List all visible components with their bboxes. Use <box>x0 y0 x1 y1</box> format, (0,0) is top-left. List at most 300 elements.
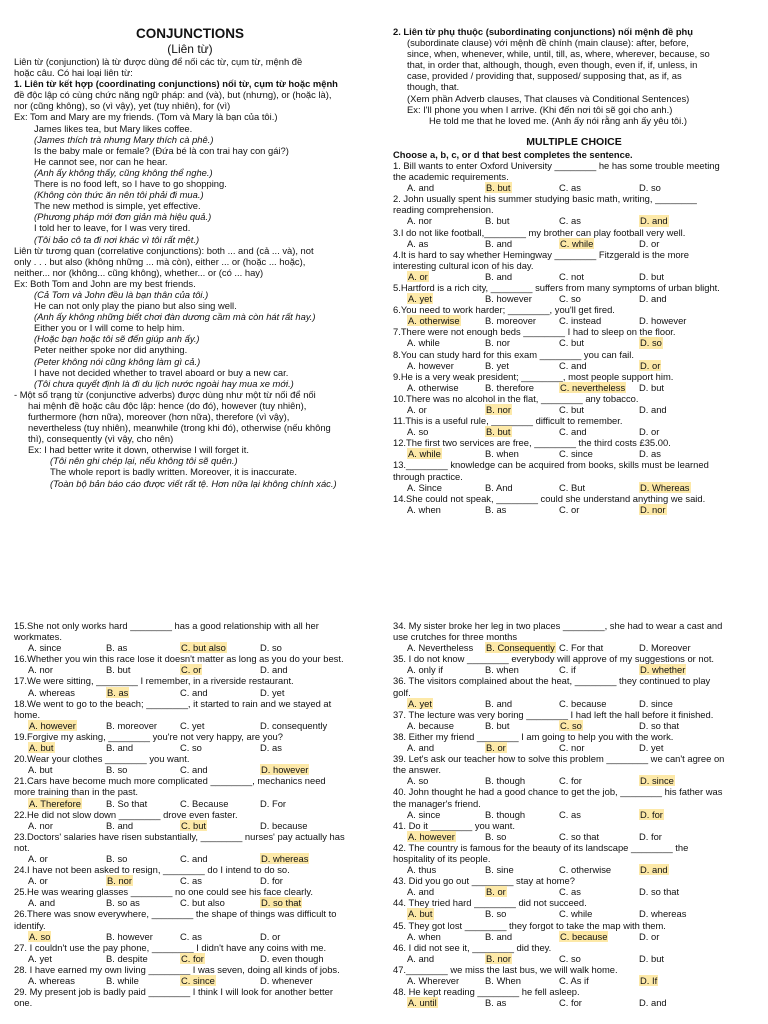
answer-option[interactable]: B. so <box>485 908 507 920</box>
question-text: not. <box>14 841 30 853</box>
answer-options <box>393 215 755 226</box>
answer-option[interactable]: A. since <box>407 808 441 820</box>
answer-options <box>14 820 366 831</box>
answer-option[interactable]: A. thus <box>407 864 437 876</box>
answer-option[interactable]: C. as <box>559 182 581 194</box>
text-line: Either you or I will come to help him. <box>34 322 185 334</box>
answer-option[interactable]: B. but <box>485 719 510 731</box>
answer-option-selected[interactable]: C. since <box>181 975 215 986</box>
question-item <box>393 193 755 226</box>
text-line: (Toàn bộ bản báo cáo được viết rất tệ. Hơn nữa lại không chính xác.) <box>50 477 337 489</box>
answer-option[interactable]: D. whenever <box>260 975 313 986</box>
answer-option-selected[interactable]: B. Consequently <box>486 642 555 654</box>
answer-options <box>393 337 755 348</box>
answer-option[interactable]: A. but <box>28 764 53 776</box>
answer-option[interactable]: C. while <box>559 908 593 920</box>
answer-option[interactable]: A. since <box>28 642 62 654</box>
answer-option-selected[interactable]: A. yet <box>408 697 432 709</box>
answer-option[interactable]: D. Moreover <box>639 642 691 654</box>
answer-option[interactable]: A. or <box>28 852 48 864</box>
text-line: furthermore (hơn nữa), moreover (hơn nữa), therefore (vì vậy), <box>28 411 290 422</box>
question-text: 22.He did not slow down ________ drove even faster. <box>14 808 238 820</box>
question-text: 6.You need to work harder; ________, you'll get fired. <box>393 304 615 316</box>
text-line: (Phương pháp mới đơn giản mà hiệu quả.) <box>34 211 212 223</box>
answer-option[interactable]: B. so <box>106 852 128 864</box>
answer-options <box>14 764 366 775</box>
answer-options <box>14 875 366 886</box>
question-text: 20.Wear your clothes ________ you want. <box>14 753 190 765</box>
question-item <box>14 775 366 808</box>
question-text: 41. Do it ________ you want. <box>393 819 515 831</box>
answer-option[interactable]: B. and <box>485 237 513 249</box>
text-line: since, when, whenever, while, until, till, as, where, wherever, because, so <box>407 48 710 60</box>
text-line: (James thích trà nhưng Mary thích cà phê.) <box>34 133 214 145</box>
answer-option-selected[interactable]: D. since <box>640 775 674 787</box>
answer-option-selected[interactable]: D. and <box>640 864 668 876</box>
answer-option[interactable]: D. and <box>639 997 667 1009</box>
question-item <box>393 842 755 875</box>
answer-option[interactable]: B. nor <box>485 337 511 349</box>
question-item <box>393 964 755 986</box>
answer-option[interactable]: A. or <box>407 404 427 415</box>
bottom-right-column <box>393 620 755 1008</box>
answer-option[interactable]: D. whereas <box>639 908 687 920</box>
answer-option[interactable]: B. So that <box>106 797 148 809</box>
question-text: 34. My sister broke her leg in two places ________, she had to wear a cast and <box>393 620 723 631</box>
answer-option-selected[interactable]: B. nor <box>486 952 512 964</box>
answer-option[interactable]: A. whereas <box>28 686 75 698</box>
text-line: I have not decided whether to travel aboard or buy a new car. <box>34 366 289 378</box>
answer-option[interactable]: A. so <box>407 775 429 787</box>
answer-option[interactable]: C. as <box>559 886 581 898</box>
question-text: the answer. <box>393 764 441 776</box>
answer-option[interactable]: B. When <box>485 975 521 986</box>
answer-option[interactable]: C. For that <box>559 642 604 654</box>
question-item <box>393 493 755 515</box>
answer-options <box>14 953 366 964</box>
answer-option[interactable]: D. and <box>639 293 667 305</box>
text-line: nor (cũng không), so (vì vậy), yet (tuy nhiên), for (vì) <box>14 100 231 112</box>
answer-option[interactable]: B. so <box>485 830 507 842</box>
question-text: 8.You can study hard for this exam ________ you can fail. <box>393 348 634 360</box>
answer-option[interactable]: C. as <box>180 875 202 887</box>
question-item <box>393 653 755 675</box>
question-text: 19.Forgive my asking, ________ you're not very happy, are you? <box>14 730 283 742</box>
answer-option-selected[interactable]: D. however <box>261 764 309 776</box>
question-text: 42. The country is famous for the beauty of its landscape ________ the <box>393 841 689 853</box>
answer-option[interactable]: A. as <box>407 237 429 249</box>
answer-option[interactable]: C. so <box>180 742 202 754</box>
answer-option-selected[interactable]: D. nor <box>640 503 666 515</box>
text-line: He can not only play the piano but also sing well. <box>34 300 237 312</box>
answer-option[interactable]: B. when <box>485 448 519 460</box>
answer-option[interactable]: B. as <box>485 503 507 515</box>
answer-option[interactable]: C. as <box>559 215 581 227</box>
answer-option[interactable]: C. as <box>180 930 202 942</box>
answer-option-selected[interactable]: A. but <box>408 908 433 920</box>
question-item <box>14 698 366 731</box>
answer-option[interactable]: D. so <box>260 642 282 654</box>
answer-option-selected[interactable]: C. nevertheless <box>560 381 626 393</box>
question-text: 43. Did you go out ________ stay at home? <box>393 875 575 887</box>
answer-option[interactable]: B. moreover <box>485 315 537 327</box>
answer-option-selected[interactable]: B. but <box>486 182 511 194</box>
question-text: 9.He is a very weak president; ________, most people support him. <box>393 370 674 382</box>
answer-option[interactable]: A. and <box>407 886 435 898</box>
answer-option[interactable]: A. Nevertheless <box>407 642 474 654</box>
answer-option[interactable]: B. and <box>485 697 513 709</box>
answer-option[interactable]: B. but <box>485 215 510 227</box>
answer-option[interactable]: B. when <box>485 664 519 676</box>
answer-options <box>393 953 755 964</box>
answer-option[interactable]: D. for <box>639 830 662 842</box>
question-text: 35. I do not know ________ everybody will approve of my suggestions or not. <box>393 653 715 665</box>
answer-options <box>393 293 755 304</box>
question-item <box>393 786 755 819</box>
question-item <box>14 753 366 775</box>
answer-option[interactable]: C. as <box>559 808 581 820</box>
page-subtitle: (Liên từ) <box>167 42 213 56</box>
answer-option[interactable]: C. since <box>559 448 593 460</box>
text-line: đề độc lập có cùng chức năng ngữ pháp: and (và), but (nhưng), or (hoặc là), <box>14 89 332 101</box>
answer-option-selected[interactable]: A. or <box>408 270 428 282</box>
answer-option[interactable]: C. and <box>180 852 208 864</box>
question-list <box>393 160 755 515</box>
answer-options <box>393 404 755 415</box>
answer-option[interactable]: B. sine <box>485 864 514 876</box>
question-item <box>14 864 366 886</box>
answer-option[interactable]: A. however <box>407 359 454 371</box>
answer-option[interactable]: A. when <box>407 503 441 515</box>
answer-option[interactable]: B. And <box>485 481 513 493</box>
answer-option[interactable]: A. nor <box>407 215 433 227</box>
answer-option[interactable]: B. but <box>106 664 131 676</box>
answer-options <box>393 809 755 820</box>
question-text: home. <box>14 708 41 720</box>
answer-option[interactable]: D. or <box>639 237 660 249</box>
answer-option[interactable]: C. Because <box>180 797 229 809</box>
question-item <box>393 675 755 708</box>
answer-option[interactable]: A. or <box>28 875 48 887</box>
answer-options <box>393 382 755 393</box>
answer-option[interactable]: D. but <box>639 270 665 282</box>
answer-option[interactable]: A. Since <box>407 481 442 493</box>
question-text: 17.We were sitting, ________ I remember, in a riverside restaurant. <box>14 675 294 687</box>
answer-option-selected[interactable]: A. while <box>408 448 441 460</box>
answer-option[interactable]: B. as <box>106 642 128 654</box>
answer-option[interactable]: B. however <box>485 293 532 305</box>
answer-option-selected[interactable]: C. but <box>181 819 207 831</box>
text-line: only . . . but also (không những ... mà còn), either ... or (hoặc ... hoặc), <box>14 255 306 267</box>
text-line: Peter neither spoke nor did anything. <box>34 344 188 356</box>
text-line: Liên từ (conjunction) là từ được dùng để nối các từ, cụm từ, mệnh đề <box>14 56 303 67</box>
answer-option[interactable]: D. because <box>260 819 308 831</box>
answer-option-selected[interactable]: C. so <box>560 719 582 731</box>
text-line: There is no food left, so I have to go shopping. <box>34 178 227 190</box>
answer-option[interactable]: B. and <box>485 930 513 942</box>
answer-option[interactable]: C. nor <box>559 742 585 754</box>
answer-options <box>393 742 755 753</box>
answer-option[interactable]: D. For <box>260 797 287 809</box>
text-line: (subordinate clause) với mệnh đề chính (main clause): after, before, <box>407 37 689 49</box>
question-item <box>393 304 755 326</box>
answer-option[interactable]: D. or <box>639 426 660 438</box>
text-line: that, in order that, although, though, even though, even if, if, unless, in <box>407 59 698 71</box>
answer-option[interactable]: C. because <box>559 697 607 709</box>
answer-option-selected[interactable]: B. or <box>486 886 506 898</box>
question-item <box>393 349 755 371</box>
question-item <box>14 986 366 1008</box>
answer-option-selected[interactable]: C. because <box>560 930 608 942</box>
question-item <box>393 160 755 193</box>
answer-option[interactable]: C. not <box>559 270 585 282</box>
question-item <box>14 731 366 753</box>
answer-option[interactable]: D. so <box>639 182 661 194</box>
answer-option-selected[interactable]: A. yet <box>408 293 432 305</box>
answer-option[interactable]: C. and <box>180 764 208 776</box>
text-line: (Tôi bảo cô ta đi nơi khác vì tôi rất mệt.) <box>34 233 200 245</box>
answer-option[interactable]: B. though <box>485 775 526 787</box>
answer-option[interactable]: B. despite <box>106 952 148 964</box>
question-text: hospitality of its people. <box>393 852 491 864</box>
text-line: case, provided / providing that, supposed/ supposing that, as if, as <box>407 70 682 82</box>
answer-option[interactable]: A. only if <box>407 664 443 676</box>
answer-option[interactable]: B. though <box>485 808 526 820</box>
question-text: one. <box>14 997 33 1009</box>
text-line: 2. Liên từ phụ thuộc (subordinating conjunctions) nối mệnh đề phụ <box>393 26 693 37</box>
answer-option[interactable]: A. so <box>407 426 429 438</box>
answer-option[interactable]: C. and <box>559 359 587 371</box>
answer-option-selected[interactable]: D. and <box>640 215 668 227</box>
question-text: 15.She not only works hard ________ has a good relationship with all her <box>14 620 319 631</box>
answer-option[interactable]: C. and <box>180 686 208 698</box>
answer-option-selected[interactable]: A. until <box>408 997 437 1009</box>
answer-option[interactable]: D. or <box>639 930 660 942</box>
answer-option-selected[interactable]: C. while <box>560 237 594 249</box>
answer-options <box>393 775 755 786</box>
text-line: (Tôi nên ghi chép lại, nếu không tôi sẽ quên.) <box>50 455 238 467</box>
question-text: identify. <box>14 919 46 931</box>
question-text: 10.There was no alcohol in the flat, ________ any tobacco. <box>393 392 639 404</box>
answer-option[interactable]: B. so as <box>106 897 140 909</box>
answer-option[interactable]: D. however <box>639 315 687 327</box>
answer-option[interactable]: D. or <box>260 930 281 942</box>
text-line: 1. Liên từ kết hợp (coordinating conjunctions) nối từ, cụm từ hoặc mệnh <box>14 78 338 90</box>
answer-option[interactable]: D. and <box>260 664 288 676</box>
answer-option-selected[interactable]: C. but also <box>181 642 226 654</box>
answer-options <box>393 975 755 986</box>
answer-option[interactable]: D. so that <box>639 719 680 731</box>
answer-option[interactable]: B. and <box>485 270 513 282</box>
answer-option-selected[interactable]: A. but <box>29 742 54 754</box>
question-item <box>393 820 755 842</box>
answer-option-selected[interactable]: B. but <box>486 426 511 438</box>
text-line: I told her to leave, for I was very tired. <box>34 222 191 234</box>
question-text: 18.We went to go to the beach; ________, it started to rain and we stayed at <box>14 697 332 709</box>
answer-option[interactable]: A. nor <box>28 819 54 831</box>
answer-option[interactable]: B. so <box>106 764 128 776</box>
answer-option[interactable]: C. if <box>559 664 576 676</box>
question-item <box>14 831 366 864</box>
answer-option[interactable]: D. for <box>260 875 283 887</box>
question-text: 23.Doctors' salaries have risen substantially, ________ nurses' pay actually has <box>14 830 345 842</box>
answer-option[interactable]: C. but also <box>180 897 225 909</box>
question-item <box>14 964 366 986</box>
answer-option[interactable]: C. instead <box>559 315 602 327</box>
text-line: though, that. <box>407 81 460 93</box>
answer-option[interactable]: B. and <box>106 819 134 831</box>
mc-instruction: Choose a, b, c, or d that best completes the sentence. <box>393 148 633 160</box>
question-text: 39. Let's ask our teacher how to solve this problem ________ we can't agree on <box>393 753 725 765</box>
answer-options <box>14 798 366 809</box>
answer-option[interactable]: B. however <box>106 930 153 942</box>
answer-option-selected[interactable]: D. or <box>640 359 661 371</box>
answer-option-selected[interactable]: D. whether <box>640 664 686 676</box>
answer-option-selected[interactable]: D. so <box>640 337 662 349</box>
text-line: The whole report is badly written. Moreover, it is inaccurate. <box>50 466 297 478</box>
top-left-column <box>14 26 366 489</box>
answer-options <box>393 182 755 193</box>
answer-option[interactable]: A. while <box>407 337 440 349</box>
answer-option[interactable]: A. and <box>28 897 56 909</box>
answer-option[interactable]: C. yet <box>180 719 205 731</box>
question-text: 24.I have not been asked to resign, ________ do I intend to do so. <box>14 864 290 876</box>
answer-option[interactable]: C. As if <box>559 975 589 986</box>
question-text: 14.She could not speak, ________ could she understand anything we said. <box>393 492 706 504</box>
answer-option[interactable]: B. therefore <box>485 381 534 393</box>
answer-option-selected[interactable]: A. otherwise <box>408 315 460 327</box>
answer-options <box>14 853 366 864</box>
text-line: hai mệnh đề hoặc câu độc lập: hence (do đó), however (tuy nhiên), <box>28 399 307 411</box>
question-text: 21.Cars have become much more complicated ________, mechanics need <box>14 775 326 787</box>
answer-options <box>393 997 755 1008</box>
answer-option[interactable]: D. even though <box>260 952 324 964</box>
answer-option[interactable]: C. but <box>559 337 585 349</box>
question-item <box>14 675 366 697</box>
question-item <box>393 920 755 942</box>
answer-option-selected[interactable]: D. whereas <box>261 852 309 864</box>
answer-option-selected[interactable]: B. nor <box>486 404 512 415</box>
text-line: Ex: I had better write it down, otherwise I will forget it. <box>28 444 249 456</box>
question-list <box>14 620 366 1008</box>
answer-option[interactable]: A. and <box>407 742 435 754</box>
answer-option[interactable]: D. so that <box>639 886 680 898</box>
answer-option[interactable]: A. and <box>407 952 435 964</box>
answer-option[interactable]: B. as <box>485 997 507 1009</box>
answer-option[interactable]: C. but <box>559 404 585 415</box>
answer-option[interactable]: D. and <box>639 404 667 415</box>
question-item <box>393 437 755 459</box>
question-text: 26.There was snow everywhere, ________ the shape of things was difficult to <box>14 908 337 920</box>
question-text: 12.The first two services are free, ________ the third costs £35.00. <box>393 437 671 449</box>
answer-option[interactable]: B. moreover <box>106 719 158 731</box>
answer-option[interactable]: B. and <box>106 742 134 754</box>
question-list <box>393 620 755 1008</box>
answer-options <box>393 482 755 493</box>
answer-option[interactable]: D. but <box>639 952 665 964</box>
answer-option-selected[interactable]: D. Whereas <box>640 481 690 493</box>
question-item <box>14 653 366 675</box>
answer-option[interactable]: C. so that <box>559 830 600 842</box>
answer-option[interactable]: C. for <box>559 997 582 1009</box>
answer-option-selected[interactable]: C. or <box>181 664 202 676</box>
answer-option[interactable]: A. nor <box>28 664 54 676</box>
answer-option[interactable]: D. as <box>260 742 282 754</box>
text-line: He cannot see, nor can he hear. <box>34 155 168 167</box>
answer-options <box>393 831 755 842</box>
answer-option-selected[interactable]: B. nor <box>107 875 133 887</box>
answer-option[interactable]: B. while <box>106 975 139 986</box>
answer-option[interactable]: C. or <box>559 503 580 515</box>
answer-option[interactable]: D. since <box>639 697 673 709</box>
answer-option[interactable]: A. because <box>407 719 454 731</box>
answer-options <box>393 664 755 675</box>
answer-option[interactable]: C. and <box>559 426 587 438</box>
question-text: 13.________ knowledge can be acquired from books, skills must be learned <box>393 459 709 471</box>
answer-option[interactable]: D. as <box>639 448 661 460</box>
answer-option-selected[interactable]: D. If <box>640 975 658 986</box>
answer-option-selected[interactable]: D. for <box>640 808 663 820</box>
answer-option[interactable]: C. otherwise <box>559 864 612 876</box>
question-text: 37. The lecture was very boring ________ I had left the hall before it finished. <box>393 708 714 720</box>
answer-option[interactable]: D. yet <box>260 686 285 698</box>
answer-option[interactable]: D. but <box>639 381 665 393</box>
answer-options <box>14 642 366 653</box>
answer-option[interactable]: A. yet <box>28 952 52 964</box>
answer-option-selected[interactable]: A. so <box>29 930 51 942</box>
text-line: Ex: Both Tom and John are my best friends. <box>14 277 196 289</box>
question-text: 36. The visitors complained about the heat, ________ they continued to play <box>393 675 711 687</box>
answer-option[interactable]: C. so <box>559 293 581 305</box>
text-line: The new method is simple, yet effective. <box>34 200 201 212</box>
text-line: (Peter không nói cũng không làm gì cả.) <box>34 355 201 367</box>
question-text: 45. They got lost ________ they forgot to take the map with them. <box>393 919 666 931</box>
answer-option-selected[interactable]: B. or <box>486 742 506 754</box>
answer-option-selected[interactable]: A. however <box>408 830 455 842</box>
question-text: 3.I do not like football,________ my brother can play football very well. <box>393 226 686 238</box>
answer-option[interactable]: A. otherwise <box>407 381 459 393</box>
answer-option-selected[interactable]: C. for <box>181 952 204 964</box>
answer-option-selected[interactable]: B. as <box>107 686 129 698</box>
question-text: 44. They tried hard ________ did not succeed. <box>393 897 587 909</box>
answer-option[interactable]: D. consequently <box>260 719 328 731</box>
answer-option[interactable]: A. when <box>407 930 441 942</box>
answer-options <box>393 864 755 875</box>
answer-option[interactable]: A. whereas <box>28 975 75 986</box>
text-line: Ex: I'll phone you when I arrive. (Khi đến nơi tôi sẽ gọi cho anh.) <box>407 103 673 115</box>
answer-option[interactable]: D. yet <box>639 742 664 754</box>
question-item <box>393 249 755 282</box>
answer-option[interactable]: A. and <box>407 182 435 194</box>
question-item <box>393 620 755 653</box>
answer-options <box>14 975 366 986</box>
text-line: hoặc câu. Có hai loại liên từ: <box>14 67 133 79</box>
answer-option[interactable]: A. Wherever <box>407 975 460 986</box>
answer-option[interactable]: C. so <box>559 952 581 964</box>
answer-option[interactable]: C. But <box>559 481 586 493</box>
answer-options <box>393 315 755 326</box>
question-item <box>393 897 755 919</box>
answer-options <box>14 742 366 753</box>
answer-option-selected[interactable]: A. however <box>29 719 76 731</box>
text-line: (Hoặc bạn hoặc tôi sẽ đến giúp anh ấy.) <box>34 333 200 345</box>
answer-option[interactable]: B. yet <box>485 359 509 371</box>
answer-option[interactable]: C. for <box>559 775 582 787</box>
question-item <box>393 227 755 249</box>
answer-option-selected[interactable]: A. Therefore <box>29 797 81 809</box>
answer-option-selected[interactable]: D. so that <box>261 897 302 909</box>
question-item <box>393 415 755 437</box>
